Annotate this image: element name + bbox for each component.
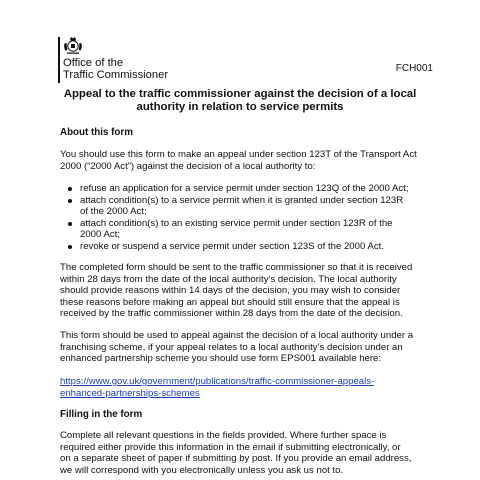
royal-crest-icon — [62, 35, 84, 55]
list-item — [60, 183, 440, 195]
logo-divider — [58, 37, 60, 83]
title-line: authority in relation to service permits — [136, 101, 344, 113]
title-line: Appeal to the traffic commissioner against the decision of a local — [63, 88, 417, 100]
paragraph-line: on a separate sheet of paper if submitting by post. If you provide an email address, — [60, 453, 412, 464]
eps001-link-block[interactable] — [60, 376, 435, 399]
form-code: FCH001 — [395, 63, 433, 74]
bullet-icon — [68, 222, 72, 226]
section-heading-about: About this form — [60, 127, 133, 138]
franchising-paragraph — [60, 330, 435, 365]
paragraph-line: received by the traffic commissioner within 28 days from the date of the decision. — [60, 308, 403, 319]
paragraph-line: required either provide this information in the email if submitting electronically, or — [60, 441, 401, 453]
list-item-text: 2000 Act; — [80, 229, 121, 240]
paragraph-line: within 28 days from the date of the local authority’s decision. The local authority — [60, 273, 397, 285]
filling-paragraph — [60, 430, 435, 476]
paragraph-line: The completed form should be sent to the traffic commissioner so that it is received — [60, 262, 413, 273]
paragraph-line: we will correspond with you electronically unless you ask us not to. — [60, 464, 344, 476]
bullet-icon — [68, 245, 72, 249]
intro-paragraph — [60, 149, 435, 172]
paragraph-line: You should use this form to make an appeal under section 123T of the Transport Act — [60, 149, 417, 160]
document-title — [40, 88, 440, 114]
list-item-text: of the 2000 Act; — [80, 206, 147, 217]
paragraph-line: This form should be used to appeal against the decision of a local authority under a — [60, 330, 414, 341]
paragraph-line: enhanced partnership scheme you should use form EPS001 available here: — [60, 353, 382, 364]
paragraph-line: 2000 (“2000 Act”) against the decision of a local authority to: — [60, 160, 316, 172]
link-text-line[interactable]: enhanced-partnerships-schemes — [60, 387, 200, 399]
decision-list — [60, 183, 440, 252]
paragraph-line: franchising scheme, if your appeal relates to a local authority’s decision under an — [60, 341, 403, 353]
list-item — [60, 195, 440, 218]
list-item — [60, 218, 440, 241]
submission-paragraph — [60, 262, 435, 320]
logo-text-line1: Office of the — [63, 57, 124, 69]
list-item-text: attach condition(s) to a service permit when it is granted under section 123R — [80, 194, 404, 206]
paragraph-line: should provide reasons within 14 days of the decision, you may wish to consider — [60, 285, 401, 296]
bullet-icon — [68, 187, 72, 191]
list-item-text: refuse an application for a service permit under section 123Q of the 2000 Act; — [80, 183, 409, 194]
list-item-text: revoke or suspend a service permit under section 123S of the 2000 Act. — [80, 240, 384, 252]
link-text-line[interactable]: https://www.gov.uk/government/publications/traffic-commissioner-appeals- — [60, 376, 375, 387]
logo-text-line2: Traffic Commissioner — [63, 69, 169, 81]
list-item — [60, 241, 440, 253]
bullet-icon — [68, 199, 72, 203]
paragraph-line: these reasons before making an appeal but should still ensure that the appeal is — [60, 296, 400, 308]
eps001-link[interactable] — [60, 376, 374, 399]
section-heading-filling: Filling in the form — [60, 409, 143, 420]
list-item-text: attach condition(s) to an existing service permit under section 123R of the — [80, 217, 393, 229]
paragraph-line: Complete all relevant questions in the fields provided. Where further space is — [60, 430, 387, 441]
